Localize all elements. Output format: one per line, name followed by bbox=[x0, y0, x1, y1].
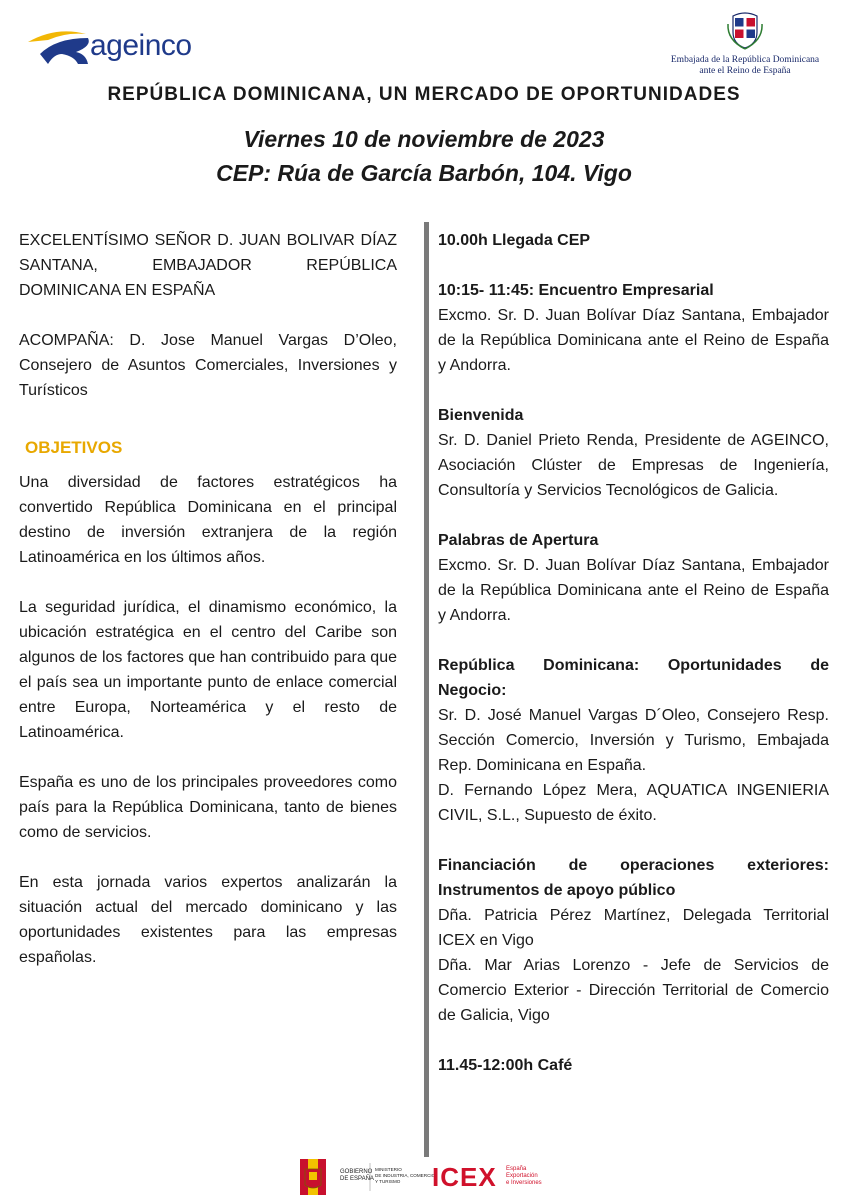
gov-line-2: DE ESPAÑA bbox=[340, 1176, 374, 1182]
agenda-welcome bbox=[438, 403, 829, 503]
agenda-meeting bbox=[438, 278, 829, 378]
ministry-line-3: Y TURISMO bbox=[375, 1179, 401, 1184]
agenda-welcome-text: Sr. D. Daniel Prieto Renda, Presidente de AGEINCO, Asociación Clúster de Empresas de Ingeniería, Consultoría y Servicios Tecnológicos de Galicia. bbox=[438, 432, 829, 499]
icex-tag-2: Exportación bbox=[506, 1173, 538, 1179]
honoree-text: EXCELENTÍSIMO SEÑOR D. JUAN BOLIVAR DÍAZ SANTANA, EMBAJADOR REPÚBLICA DOMINICANA EN ESPAÑA bbox=[19, 232, 397, 299]
agenda-meeting-title: 10:15- 11:45: Encuentro Empresarial bbox=[438, 282, 714, 299]
ageinco-wordmark: ageinco bbox=[90, 29, 192, 62]
event-location: CEP: Rúa de García Barbón, 104. Vigo bbox=[216, 160, 632, 186]
icex-tag-1: España bbox=[506, 1166, 527, 1172]
agenda-opening-text: Excmo. Sr. D. Juan Bolívar Díaz Santana, Embajador de la República Dominicana ante el Reino de España y Andorra. bbox=[438, 557, 829, 624]
agenda-opening bbox=[438, 528, 829, 628]
icex-tag-3: e Inversiones bbox=[506, 1180, 542, 1186]
agenda-opening-title: Palabras de Apertura bbox=[438, 532, 599, 549]
icex-wordmark: ICEX bbox=[432, 1162, 497, 1192]
agenda-finance-title: Financiación de operaciones exteriores: Instrumentos de apoyo público bbox=[438, 857, 829, 899]
embassy-line-2: ante el Reino de España bbox=[699, 66, 791, 76]
agenda-finance bbox=[438, 853, 829, 1028]
embassy-line-1: Embajada de la República Dominicana bbox=[670, 55, 820, 65]
agenda-arrival: 10.00h Llegada CEP bbox=[438, 232, 591, 249]
agenda-column bbox=[438, 228, 829, 1078]
companion-text: ACOMPAÑA: D. Jose Manuel Vargas D’Oleo, Consejero de Asuntos Comerciales, Inversiones y Turísticos bbox=[19, 332, 397, 399]
agenda-opportunities bbox=[438, 653, 829, 828]
agenda-finance-text-1: Dña. Patricia Pérez Martínez, Delegada Territorial ICEX en Vigo bbox=[438, 907, 829, 949]
agenda-opportunities-title: República Dominicana: Oportunidades de Negocio: bbox=[438, 657, 829, 699]
agenda-opportunities-text-2: D. Fernando López Mera, AQUATICA INGENIERIA CIVIL, S.L., Supuesto de éxito. bbox=[438, 782, 829, 824]
ageinco-logo bbox=[26, 24, 206, 70]
event-date: Viernes 10 de noviembre de 2023 bbox=[243, 126, 605, 152]
agenda-coffee: 11.45-12:00h Café bbox=[438, 1057, 573, 1074]
agenda-finance-text-2: Dña. Mar Arias Lorenzo - Jefe de Servicios de Comercio Exterior - Dirección Territorial de Comercio de Galicia, Vigo bbox=[438, 957, 829, 1024]
agenda-meeting-text: Excmo. Sr. D. Juan Bolívar Díaz Santana, Embajador de la República Dominicana ante el Reino de España y Andorra. bbox=[438, 307, 829, 374]
column-divider bbox=[424, 222, 429, 1157]
ministry-line-2: DE INDUSTRIA, COMERCIO bbox=[375, 1173, 436, 1178]
page-title: REPÚBLICA DOMINICANA, UN MERCADO DE OPORTUNIDADES bbox=[107, 84, 741, 105]
objectives-paragraph-3: España es uno de los principales proveedores como país para la República Dominicana, tanto de bienes como de servicios. bbox=[19, 774, 397, 841]
objectives-heading: OBJETIVOS bbox=[25, 438, 123, 457]
icex-logo bbox=[432, 1162, 542, 1192]
agenda-opportunities-text-1: Sr. D. José Manuel Vargas D´Oleo, Consejero Resp. Sección Comercio, Inversión y Turismo, Embajada Rep. Dominicana en España. bbox=[438, 707, 829, 774]
footer-logos bbox=[300, 1157, 560, 1197]
objectives-paragraph-2: La seguridad jurídica, el dinamismo económico, la ubicación estratégica en el centro del Caribe son algunos de los factores que han contribuido para que el país sea un importante punto de enlace comercial entre Europa, Norteamérica y el resto de Latinoamérica. bbox=[19, 599, 397, 741]
coat-of-arms-icon bbox=[725, 10, 765, 50]
agenda-welcome-title: Bienvenida bbox=[438, 407, 524, 424]
objectives-paragraph-1: Una diversidad de factores estratégicos ha convertido República Dominicana en el principal destino de inversión extranjera de la región Latinoamérica en los últimos años. bbox=[19, 474, 397, 566]
ageinco-swoosh-icon bbox=[26, 24, 96, 70]
gov-line-1: GOBIERNO bbox=[340, 1169, 373, 1175]
objectives-paragraph-4: En esta jornada varios expertos analizarán la situación actual del mercado dominicano y las oportunidades existentes para las empresas españolas. bbox=[19, 874, 397, 966]
ministry-line-1: MINISTERIO bbox=[375, 1167, 402, 1172]
left-column bbox=[19, 228, 397, 995]
spain-government-logo bbox=[300, 1159, 436, 1195]
embassy-logo bbox=[660, 10, 830, 77]
